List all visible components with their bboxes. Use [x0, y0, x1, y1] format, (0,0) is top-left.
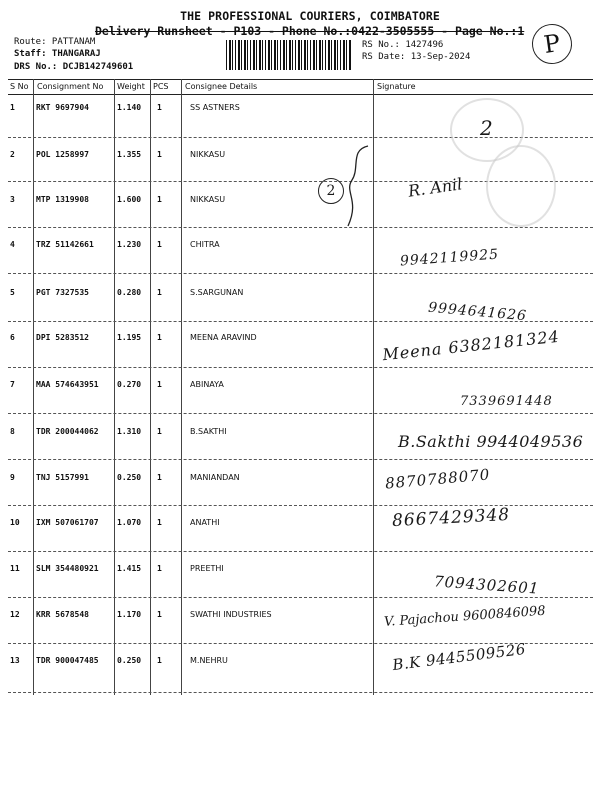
row-13-consignee: M.NEHRU — [190, 656, 228, 665]
row-13-consignment: TDR 900047485 — [36, 656, 99, 665]
row-2-consignment: POL 1258997 — [36, 150, 89, 159]
row-7-consignee: ABINAYA — [190, 380, 224, 389]
row-1-consignment: RKT 9697904 — [36, 103, 89, 112]
row-7-signature: 7339691448 — [460, 394, 553, 409]
row-6-consignee: MEENA ARAVIND — [190, 333, 257, 342]
route-label: Route: PATTANAM — [14, 37, 96, 47]
row-4-sno: 4 — [10, 240, 15, 249]
row-1-consignee: SS ASTNERS — [190, 103, 240, 112]
row-10-weight: 1.070 — [117, 518, 142, 527]
row-9-consignment: TNJ 5157991 — [36, 473, 89, 482]
row-11-sno: 11 — [10, 564, 20, 573]
row-4-weight: 1.230 — [117, 240, 142, 249]
row-4-signature: 9942119925 — [399, 246, 500, 270]
row-9-signature: 8870788070 — [384, 465, 492, 493]
row-8-consignee: B.SAKTHI — [190, 427, 227, 436]
row-10-consignment: IXM 507061707 — [36, 518, 99, 527]
runsheet-line: Delivery Runsheet - P103 - Phone No.:0422-3505555 - Page No.:1 — [95, 24, 525, 38]
row-7-consignment: MAA 574643951 — [36, 380, 99, 389]
row-9-sno: 9 — [10, 473, 15, 482]
row-12-signature: V. Pajachou 9600846098 — [383, 603, 547, 630]
table-top-border — [8, 79, 593, 80]
row-6-weight: 1.195 — [117, 333, 142, 342]
header-consignment: Consignment No — [37, 82, 104, 91]
row-3-sno: 3 — [10, 195, 15, 204]
row-5-signature: 9994641626 — [427, 299, 528, 325]
circled-two-mark: 2 — [318, 178, 344, 204]
row-8-sno: 8 — [10, 427, 15, 436]
row-5-sno: 5 — [10, 288, 15, 297]
row-3-weight: 1.600 — [117, 195, 142, 204]
row-7-weight: 0.270 — [117, 380, 142, 389]
row-13-pcs: 1 — [157, 656, 162, 665]
row-4-consignment: TRZ 51142661 — [36, 240, 94, 249]
row-2-pcs: 1 — [157, 150, 162, 159]
row-separator — [8, 459, 593, 460]
row-6-consignment: DPI 5283512 — [36, 333, 89, 342]
row-11-consignment: SLM 354480921 — [36, 564, 99, 573]
company-title: THE PROFESSIONAL COURIERS, COIMBATORE — [180, 9, 440, 23]
row-10-sno: 10 — [10, 518, 20, 527]
row-10-pcs: 1 — [157, 518, 162, 527]
circled-mark: P — [529, 21, 574, 66]
row-separator — [8, 597, 593, 598]
row-3-pcs: 1 — [157, 195, 162, 204]
header-sno: S No — [10, 82, 29, 91]
header-pcs: PCS — [153, 82, 169, 91]
row-separator — [8, 692, 593, 693]
column-divider — [181, 79, 182, 695]
row-1-pcs: 1 — [157, 103, 162, 112]
row-11-weight: 1.415 — [117, 564, 142, 573]
column-divider — [114, 79, 115, 695]
row-1-weight: 1.140 — [117, 103, 142, 112]
row-11-consignee: PREETHI — [190, 564, 224, 573]
row-10-consignee: ANATHI — [190, 518, 220, 527]
row-13-signature: B.K 9445509526 — [391, 639, 527, 675]
row-8-consignment: TDR 200044062 — [36, 427, 99, 436]
row-12-pcs: 1 — [157, 610, 162, 619]
row-4-pcs: 1 — [157, 240, 162, 249]
row-5-weight: 0.280 — [117, 288, 142, 297]
rs-number: RS No.: 1427496 — [362, 40, 444, 50]
barcode-image — [226, 40, 352, 70]
row-9-pcs: 1 — [157, 473, 162, 482]
row-6-sno: 6 — [10, 333, 15, 342]
row-6-pcs: 1 — [157, 333, 162, 342]
table-header-border — [8, 94, 593, 95]
row-4-consignee: CHITRA — [190, 240, 220, 249]
row-7-sno: 7 — [10, 380, 15, 389]
row-1-signature: 2 — [480, 116, 493, 140]
row-5-pcs: 1 — [157, 288, 162, 297]
row-3-signature: R. Anil — [406, 174, 464, 201]
row-6-signature: Meena 6382181324 — [381, 326, 561, 365]
row-2-sno: 2 — [10, 150, 15, 159]
row-12-sno: 12 — [10, 610, 20, 619]
row-separator — [8, 413, 593, 414]
stamp-mark — [486, 145, 556, 227]
row-5-consignment: PGT 7327535 — [36, 288, 89, 297]
row-2-weight: 1.355 — [117, 150, 142, 159]
row-10-signature: 8667429348 — [391, 504, 511, 532]
drs-number: DRS No.: DCJB142749601 — [14, 62, 134, 72]
header-weight: Weight — [117, 82, 145, 91]
row-9-weight: 0.250 — [117, 473, 142, 482]
row-12-consignee: SWATHI INDUSTRIES — [190, 610, 272, 619]
header-consignee: Consignee Details — [185, 82, 258, 91]
row-separator — [8, 227, 593, 228]
column-divider — [33, 79, 34, 695]
row-2-consignee: NIKKASU — [190, 150, 226, 159]
row-11-signature: 7094302601 — [433, 572, 540, 598]
row-11-pcs: 1 — [157, 564, 162, 573]
row-8-signature: B.Sakthi 9944049536 — [398, 432, 584, 451]
row-8-pcs: 1 — [157, 427, 162, 436]
rs-date: RS Date: 13-Sep-2024 — [362, 52, 471, 62]
row-13-weight: 0.250 — [117, 656, 142, 665]
staff-label: Staff: THANGARAJ — [14, 49, 101, 59]
row-1-sno: 1 — [10, 103, 15, 112]
row-3-consignee: NIKKASU — [190, 195, 226, 204]
row-13-sno: 13 — [10, 656, 20, 665]
row-3-consignment: MTP 1319908 — [36, 195, 89, 204]
column-divider — [150, 79, 151, 695]
row-separator — [8, 551, 593, 552]
row-12-weight: 1.170 — [117, 610, 142, 619]
row-5-consignee: S.SARGUNAN — [190, 288, 244, 297]
row-8-weight: 1.310 — [117, 427, 142, 436]
row-separator — [8, 273, 593, 274]
row-separator — [8, 367, 593, 368]
header-signature: Signature — [377, 82, 416, 91]
row-9-consignee: MANIANDAN — [190, 473, 240, 482]
row-12-consignment: KRR 5678548 — [36, 610, 89, 619]
row-7-pcs: 1 — [157, 380, 162, 389]
